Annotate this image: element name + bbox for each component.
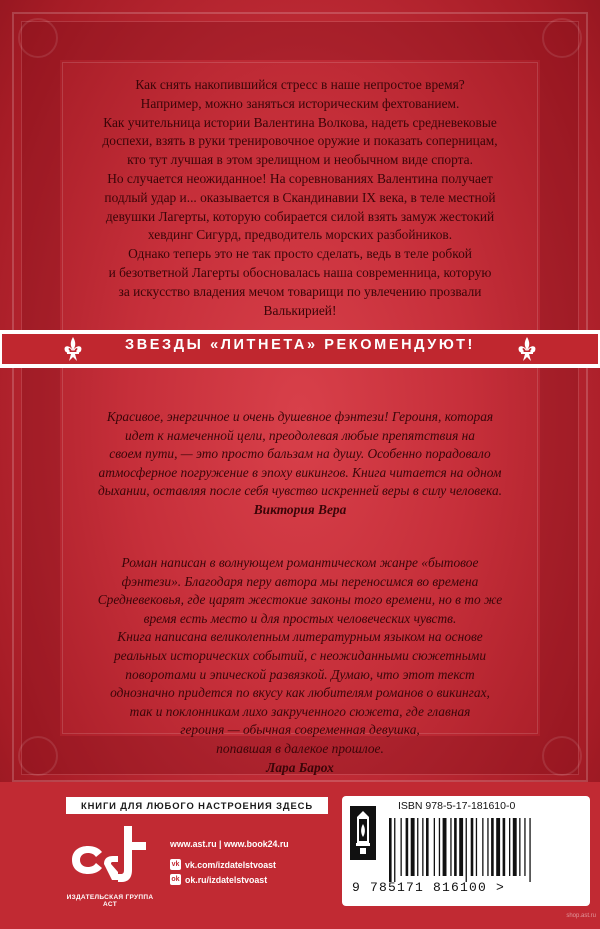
fleur-de-lis-icon	[512, 334, 542, 364]
footer-tagline: КНИГИ ДЛЯ ЛЮБОГО НАСТРОЕНИЯ ЗДЕСЬ	[66, 797, 328, 814]
publisher-links	[170, 836, 340, 887]
barcode-icon	[385, 816, 585, 884]
review-line: однозначно придется по вкусу как любителям романов о викингах,	[110, 685, 490, 701]
review-line: Красивое, энергичное и очень душевное фэнтези! Героиня, которая	[106, 409, 494, 424]
blurb-line: подлый удар и... оказывается в Скандинавии IX века, в теле местной	[104, 189, 496, 205]
blurb-line: Но случается неожиданное! На соревнованиях Валентина получает	[107, 170, 493, 186]
blurb-line: Например, можно заняться историческим фехтованием.	[140, 95, 460, 111]
blurb-line: кто тут лучшая в этом зрелищном и необычном виде спорта.	[127, 152, 473, 168]
lantern-icon	[350, 806, 376, 860]
ok-icon: ok	[171, 876, 180, 883]
watermark-text: shop.ast.ru	[566, 913, 596, 919]
review-line: дыхании, оставляя после себя чувство искренней веры в силу человека.	[97, 483, 503, 499]
review-line: время есть место и для простых человеческих чувств.	[143, 610, 457, 626]
isbn-text: ISBN 978-5-17-181610-0	[398, 800, 516, 812]
book-blurb	[70, 76, 530, 320]
barcode-number: 9 785171 816100 >	[352, 880, 506, 895]
ok-row	[170, 872, 340, 887]
review-author: Виктория Вера	[253, 501, 347, 517]
blurb-line: Однако теперь это не так просто сделать, ведь в теле робкой	[128, 246, 472, 262]
ok-link[interactable]: ok.ru/izdatelstvoast	[185, 874, 268, 885]
publisher-caption: ИЗДАТЕЛЬСКАЯ ГРУППА АСТ	[66, 894, 154, 908]
frame-corner-ornament	[18, 18, 58, 58]
review-line: героиня — обычная современная девушка,	[180, 722, 420, 738]
review-line: идет к намеченной цели, преодолевая любые препятствия на	[125, 427, 475, 443]
recommendation-banner	[0, 330, 600, 368]
vk-icon: vk	[171, 861, 180, 868]
review-line: поворотами и эпической развязкой. Думаю, что этот текст	[125, 666, 475, 682]
ast-publisher-logo-icon	[66, 820, 152, 900]
blurb-line: Как учительница истории Валентина Волкова, надеть средневековые	[103, 114, 497, 130]
frame-corner-ornament	[542, 18, 582, 58]
review-line: попавшая в далекое прошлое.	[216, 740, 384, 756]
vk-link[interactable]: vk.com/izdatelstvoast	[185, 859, 276, 870]
review-line: Средневековья, где царят жестокие законы того времени, но в то же	[97, 592, 503, 608]
review-line: реальных исторических событий, с неожиданными сюжетными	[113, 647, 487, 663]
banner-text: ЗВЕЗДЫ «ЛИТНЕТА» РЕКОМЕНДУЮТ!	[125, 337, 475, 353]
review-author: Лара Барох	[266, 759, 334, 775]
review-quote	[74, 554, 526, 777]
vk-row	[170, 857, 340, 872]
blurb-line: и безответной Лагерты обосновалась наша современница, которую	[108, 264, 492, 280]
blurb-line: Валькирией!	[263, 302, 337, 318]
blurb-line: Как снять накопившийся стресс в наше непростое время?	[135, 77, 465, 92]
frame-corner-ornament	[542, 736, 582, 776]
blurb-line: хевдинг Сигурд, предводитель морских разбойников.	[147, 227, 453, 243]
review-line: фэнтези». Благодаря перу автора мы переносимся во времена	[121, 573, 479, 589]
review-line: Книга написана великолепным литературным языком на основе	[117, 629, 483, 645]
websites-link[interactable]: www.ast.ru | www.book24.ru	[170, 838, 289, 849]
review-line: Роман написан в волнующем романтическом жанре «бытовое	[121, 555, 479, 570]
blurb-line: за искусство владения мечом товарищи по увлечению прозвали	[118, 283, 482, 299]
blurb-line: девушки Лагерты, которую собирается силой взять замуж жестокий	[105, 208, 495, 224]
review-line: так и поклонникам лихо закрученного сюжета, где главная	[129, 703, 471, 719]
blurb-line: доспехи, взять в руки тренировочное оружие и показать соперницам,	[102, 133, 498, 149]
review-quote	[74, 408, 526, 520]
review-line: своем пути, — это просто бальзам на душу. Особенно порадовало	[109, 446, 491, 462]
review-line: атмосферное погружение в эпоху викингов. Книга читается на одном	[98, 464, 502, 480]
frame-corner-ornament	[18, 736, 58, 776]
websites-row	[170, 836, 340, 851]
